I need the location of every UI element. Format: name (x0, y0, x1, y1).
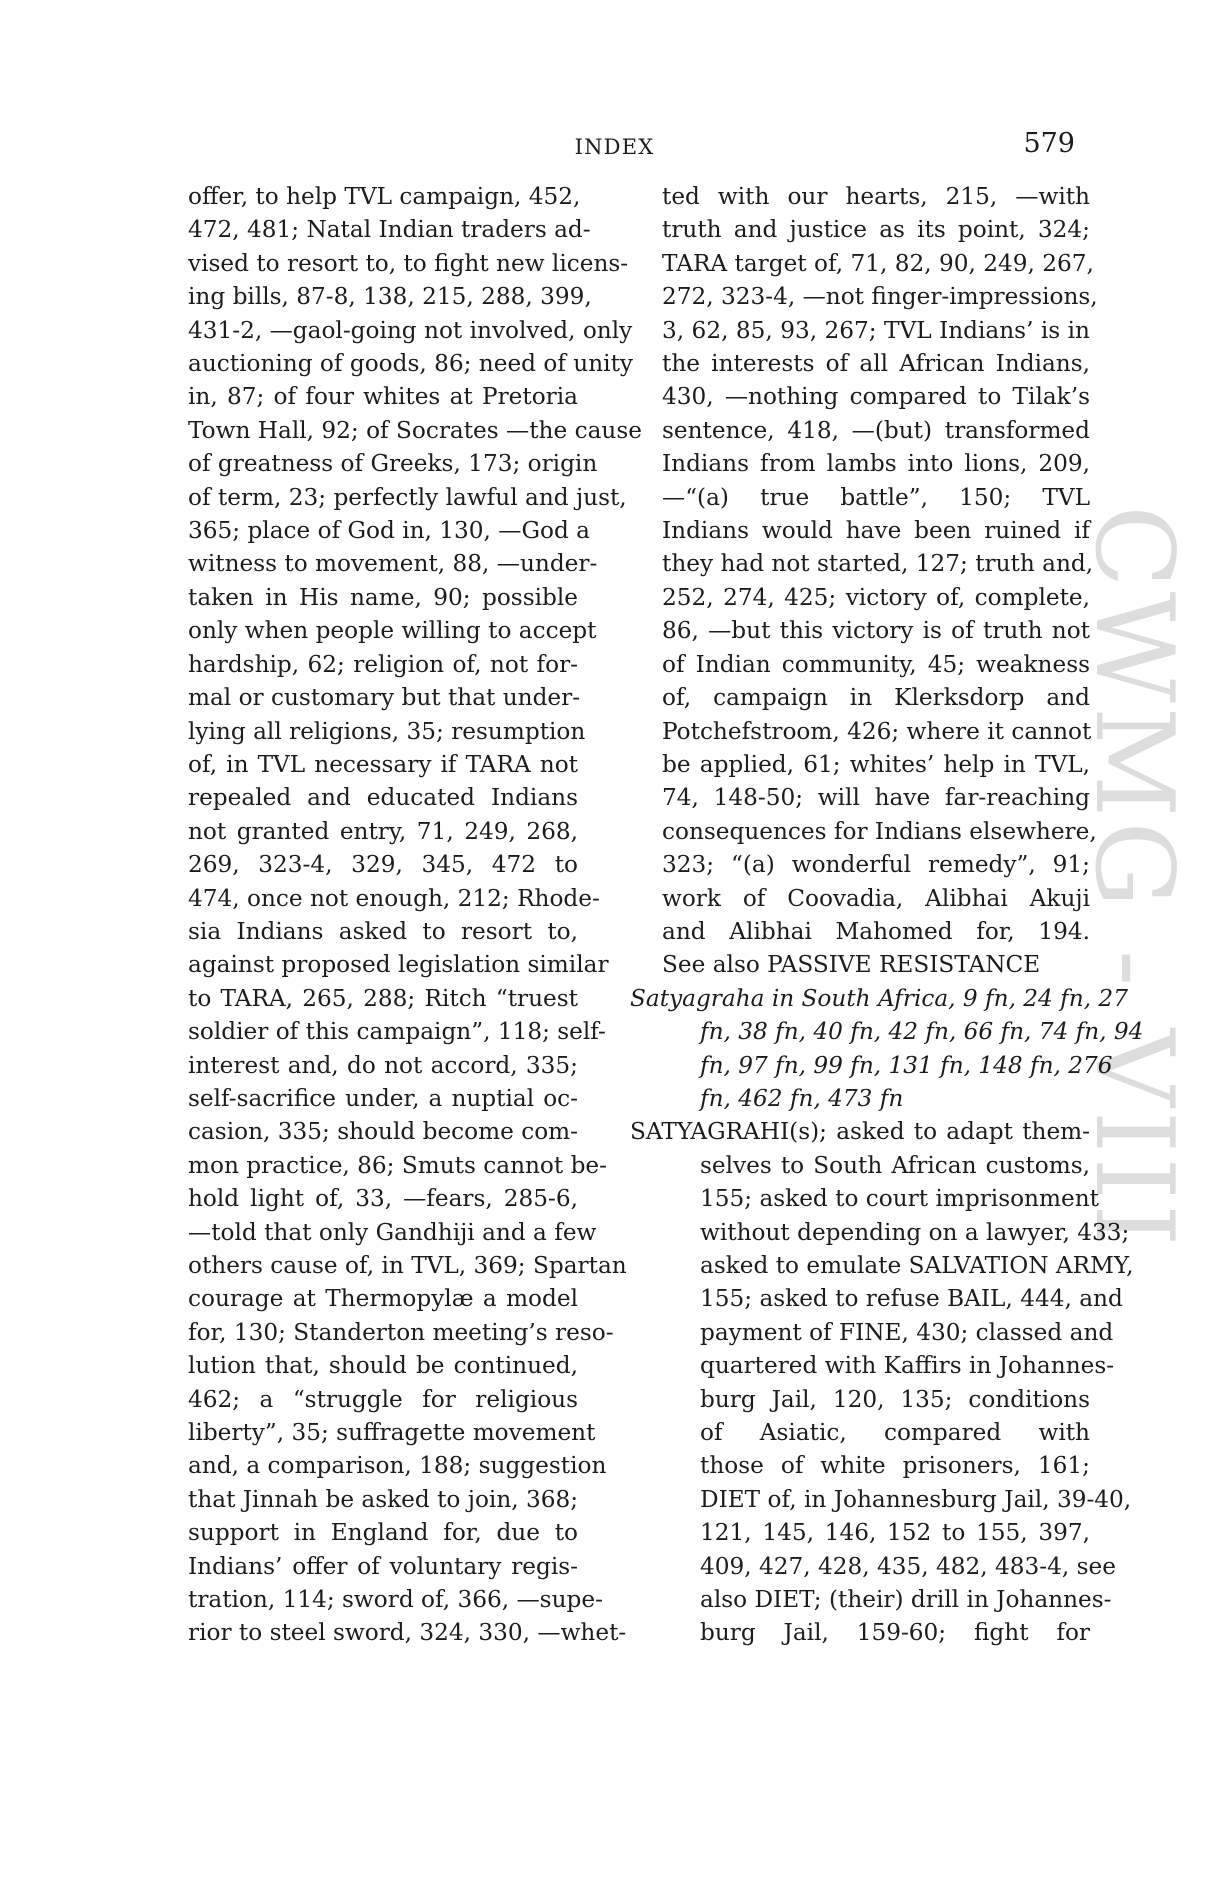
text-line: to TARA, 265, 288; Ritch “truest (188, 984, 578, 1012)
text-line: 472, 481; Natal Indian traders ad- (188, 216, 591, 244)
text-line: 474, once not enough, 212; Rhode- (188, 884, 600, 912)
text-line: interest and, do not accord, 335; (188, 1051, 578, 1079)
text-line: 121, 145, 146, 152 to 155, 397, (700, 1519, 1090, 1547)
text-line: self-sacrifice under, a nuptial oc- (188, 1084, 578, 1112)
text-line: they had not started, 127; truth and, (662, 550, 1094, 578)
text-line: fn, 462 fn, 473 fn (700, 1084, 904, 1112)
text-line: the interests of all African Indians, (662, 350, 1090, 378)
text-line: 86, —but this victory is of truth not (662, 617, 1090, 645)
page-number: 579 (1023, 128, 1075, 159)
text-line: payment of FINE, 430; classed and (700, 1318, 1114, 1346)
text-line: ing bills, 87-8, 138, 215, 288, 399, (188, 283, 592, 311)
text-line: witness to movement, 88, —under- (188, 550, 598, 578)
text-line: also DIET; (their) drill in Johannes- (700, 1586, 1112, 1614)
text-line: 155; asked to refuse BAIL, 444, and (700, 1285, 1123, 1313)
text-line: 409, 427, 428, 435, 482, 483-4, see (700, 1552, 1116, 1580)
text-line: lution that, should be continued, (188, 1352, 578, 1380)
text-line: casion, 335; should become com- (188, 1118, 578, 1146)
text-line: that Jinnah be asked to join, 368; (188, 1485, 579, 1513)
text-line: asked to emulate SALVATION ARMY, (700, 1252, 1134, 1279)
text-line: work of Coovadia, Alibhai Akuji (662, 884, 1090, 912)
text-line: auctioning of goods, 86; need of unity (188, 350, 633, 378)
text-line: repealed and educated Indians (188, 784, 578, 812)
text-line: 269, 323-4, 329, 345, 472 to (188, 851, 578, 879)
text-line: without depending on a lawyer, 433; (700, 1218, 1130, 1246)
text-line: 323; “(a) wonderful remedy”, 91; (662, 851, 1090, 879)
text-line: quartered with Kaffirs in Johannes- (700, 1352, 1115, 1380)
text-line: of, in TVL necessary if TARA not (188, 750, 578, 778)
text-line: burg Jail, 159-60; fight for (700, 1619, 1090, 1647)
text-line: of, campaign in Klerksdorp and (662, 684, 1090, 712)
text-line: 74, 148-50; will have far-reaching (662, 784, 1090, 812)
text-line: —told that only Gandhiji and a few (188, 1218, 597, 1246)
text-line: sentence, 418, —(but) transformed (662, 416, 1090, 444)
text-line: hardship, 62; religion of, not for- (188, 650, 578, 678)
text-line: and Alibhai Mahomed for, 194. (662, 917, 1090, 945)
text-line: of term, 23; perfectly lawful and just, (188, 483, 627, 511)
index-entry-heading: Satyagraha in South Africa, 9 fn, 24 fn, 27 (630, 984, 1128, 1012)
text-line: 430, —nothing compared to Tilak’s (662, 383, 1090, 411)
text-line: —“(a) true battle”, 150; TVL (662, 483, 1090, 511)
text-line: mon practice, 86; Smuts cannot be- (188, 1151, 607, 1179)
text-line: burg Jail, 120, 135; conditions (700, 1385, 1090, 1413)
text-line: See also PASSIVE RESISTANCE (662, 951, 1041, 979)
text-line: in, 87; of four whites at Pretoria (188, 383, 578, 411)
text-line: 155; asked to court imprisonment (700, 1185, 1099, 1213)
text-line: others cause of, in TVL, 369; Spartan (188, 1252, 627, 1279)
text-line: truth and justice as its point, 324; (662, 216, 1090, 244)
text-line: tration, 114; sword of, 366, —supe- (188, 1586, 603, 1614)
text-line: liberty”, 35; suffragette movement (188, 1419, 596, 1447)
text-line: soldier of this campaign”, 118; self- (188, 1018, 606, 1046)
text-line: not granted entry, 71, 249, 268, (188, 817, 578, 845)
text-line: 272, 323-4, —not finger-impressions, (662, 283, 1098, 311)
text-line: those of white prisoners, 161; (700, 1452, 1090, 1480)
text-line: Indians would have been ruined if (662, 517, 1090, 545)
text-line: consequences for Indians elsewhere, (662, 817, 1097, 845)
text-line: vised to resort to, to fight new licens- (188, 249, 629, 277)
text-line: fn, 38 fn, 40 fn, 42 fn, 66 fn, 74 fn, 94 (700, 1018, 1144, 1046)
text-line: against proposed legislation similar (188, 951, 609, 979)
text-line: for, 130; Standerton meeting’s reso- (188, 1318, 614, 1346)
text-line: DIET of, in Johannesburg Jail, 39-40, (700, 1485, 1132, 1513)
text-line: Indians from lambs into lions, 209, (662, 450, 1090, 478)
text-line: only when people willing to accept (188, 617, 597, 645)
text-line: Indians’ offer of voluntary regis- (188, 1552, 578, 1580)
text-line: 252, 274, 425; victory of, complete, (662, 583, 1090, 611)
index-entry-heading: SATYAGRAHI(s); asked to adapt them- (630, 1118, 1090, 1146)
text-line: rior to steel sword, 324, 330, —whet- (188, 1619, 627, 1647)
text-line: of Asiatic, compared with (700, 1419, 1090, 1447)
text-line: be applied, 61; whites’ help in TVL, (662, 750, 1090, 778)
text-line: courage at Thermopylæ a model (188, 1285, 578, 1313)
text-line: and, a comparison, 188; suggestion (188, 1452, 607, 1480)
text-line: ted with our hearts, 215, —with (662, 183, 1090, 210)
text-line: 462; a “struggle for religious (188, 1385, 578, 1413)
left-column (150, 180, 642, 1650)
text-line: Potchefstroom, 426; where it cannot (662, 717, 1092, 745)
text-line: selves to South African customs, (700, 1151, 1090, 1179)
text-line: 431-2, —gaol-going not involved, only (188, 316, 633, 344)
text-line: of greatness of Greeks, 173; origin (188, 450, 598, 478)
text-line: mal or customary but that under- (188, 684, 581, 712)
text-line: hold light of, 33, —fears, 285-6, (188, 1185, 578, 1213)
text-line: support in England for, due to (188, 1519, 578, 1547)
watermark-text: CWMG - VIII (1071, 505, 1196, 1251)
text-line: Town Hall, 92; of Socrates —the cause (188, 416, 642, 444)
text-line: fn, 97 fn, 99 fn, 131 fn, 148 fn, 276 (700, 1051, 1113, 1079)
text-line: 3, 62, 85, 93, 267; TVL Indians’ is in (662, 316, 1090, 344)
text-line: taken in His name, 90; possible (188, 583, 578, 611)
text-line: sia Indians asked to resort to, (188, 917, 578, 945)
text-line: lying all religions, 35; resumption (188, 717, 586, 745)
text-line: TARA target of, 71, 82, 90, 249, 267, (662, 249, 1094, 277)
text-line: 365; place of God in, 130, —God a (188, 517, 591, 545)
running-header: INDEX (574, 135, 655, 159)
text-line: offer, to help TVL campaign, 452, (188, 183, 581, 210)
text-line: of Indian community, 45; weakness (662, 650, 1090, 678)
